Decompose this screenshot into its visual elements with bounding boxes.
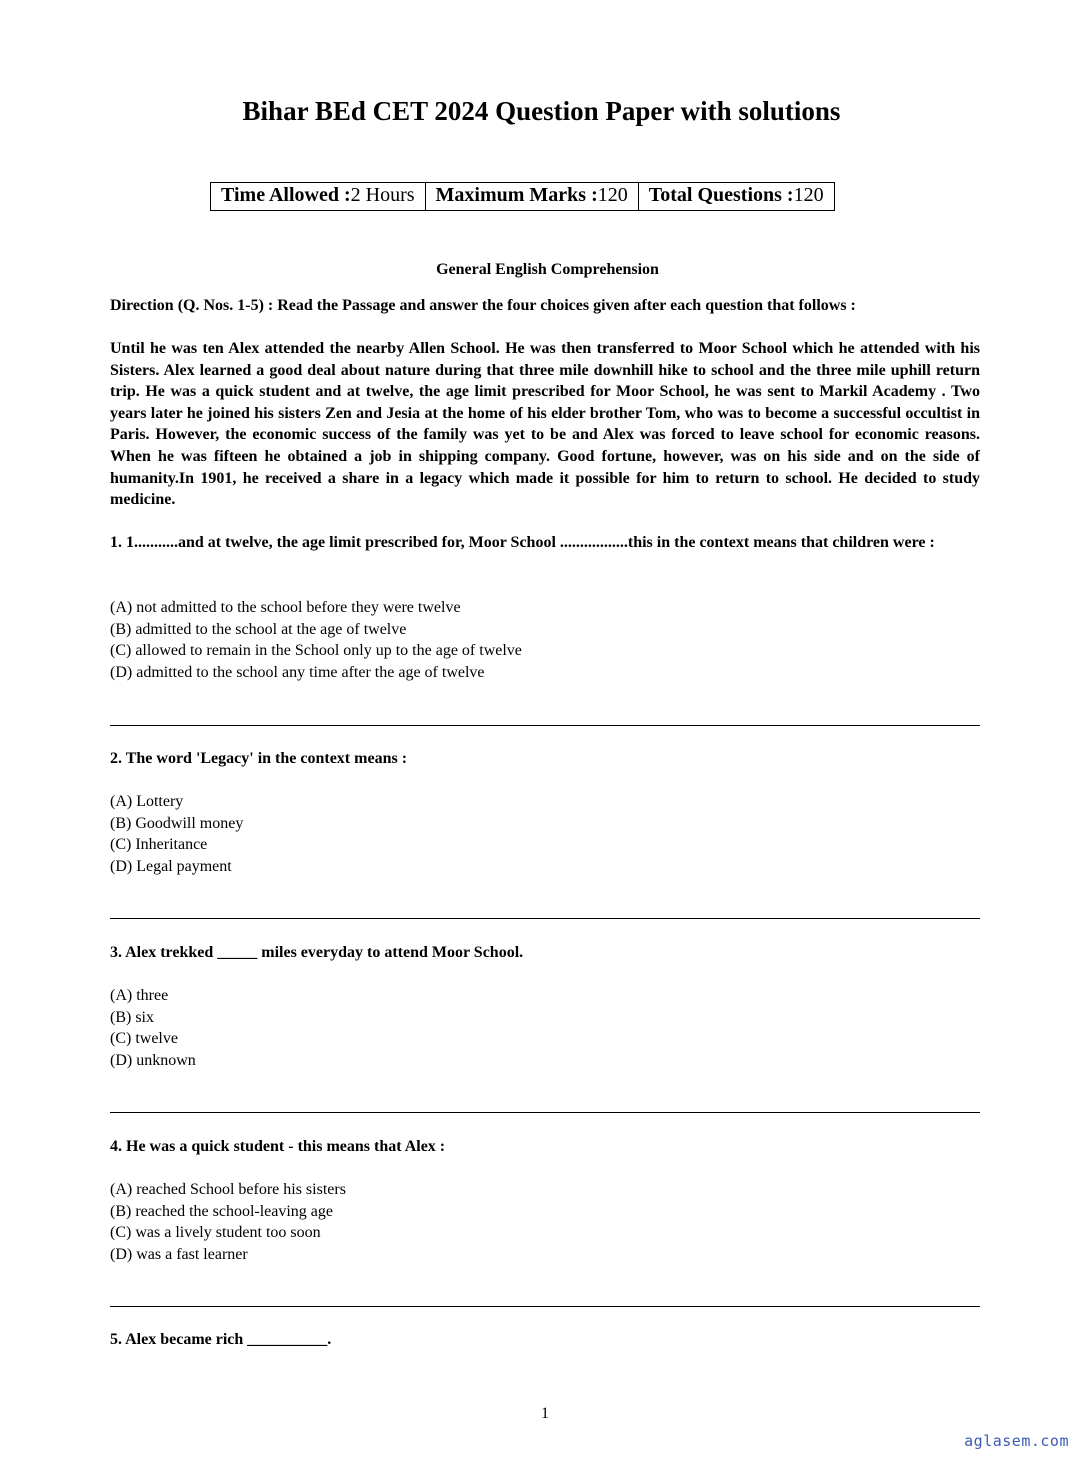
exam-meta-table bbox=[210, 182, 835, 211]
option-c: (C) Inheritance bbox=[110, 836, 208, 854]
time-allowed-value: 2 Hours bbox=[350, 184, 415, 206]
option-a: (A) three bbox=[110, 987, 169, 1004]
option-d: (D) admitted to the school any time after the age of twelve bbox=[110, 663, 485, 681]
question-4-text: 4. He was a quick student - this means that Alex : bbox=[110, 1138, 446, 1155]
option-b: (B) reached the school-leaving age bbox=[110, 1202, 334, 1220]
time-allowed-cell bbox=[211, 183, 425, 210]
option-c: (C) was a lively student too soon bbox=[110, 1224, 321, 1242]
question-3-text: 3. Alex trekked _____ miles everyday to attend Moor School. bbox=[110, 944, 524, 961]
question-4-options bbox=[110, 1179, 980, 1265]
passage bbox=[110, 338, 980, 511]
total-questions-label: Total Questions : bbox=[648, 184, 794, 206]
option-a: (A) not admitted to the school before they were twelve bbox=[110, 599, 461, 616]
option-b: (B) six bbox=[110, 1008, 154, 1026]
watermark-text: aglasem.com bbox=[964, 1432, 1069, 1450]
maximum-marks-cell bbox=[425, 183, 638, 210]
question-5-text: 5. Alex became rich __________. bbox=[110, 1331, 332, 1348]
option-d: (D) was a fast learner bbox=[110, 1245, 248, 1263]
question-2-text: 2. The word 'Legacy' in the context means : bbox=[110, 750, 408, 767]
section-title: General English Comprehension bbox=[436, 261, 659, 278]
passage-text: Until he was ten Alex attended the nearby Allen School. He was then transferred to Moor School which he attended with his Sisters. Alex learned a good deal about nature during that three mile downhill hike to school and the three mile uphill return trip. He was a quick student and at twelve, the age limit prescribed for Moor School, he was sent to Markil Academy . Two years later he joined his sisters Zen and Jesia at the home of his elder brother Tom, who was to become a successful occultist in Paris. However, the economic success of the family was yet to be and Alex was forced to leave school for economic reasons. When he was fifteen he obtained a job in shipping company. Good fortune, however, was on his side and on the side of humanity.In 1901, he received a share in a legacy which made it possible for him to return to school. He decided to study medicine. bbox=[110, 340, 980, 509]
option-b: (B) Goodwill money bbox=[110, 814, 244, 832]
option-a: (A) reached School before his sisters bbox=[110, 1181, 346, 1198]
maximum-marks-value: 120 bbox=[597, 184, 628, 206]
document-title: Bihar BEd CET 2024 Question Paper with solutions bbox=[242, 96, 841, 126]
question-1-text: 1. 1...........and at twelve, the age limit prescribed for, Moor School .................this in the context means that children were : bbox=[110, 534, 935, 551]
page-number: 1 bbox=[541, 1405, 549, 1422]
total-questions-cell bbox=[638, 183, 834, 210]
time-allowed-label: Time Allowed : bbox=[221, 184, 351, 206]
question-2-options bbox=[110, 791, 980, 877]
question-1-options bbox=[110, 597, 980, 683]
divider bbox=[110, 725, 980, 726]
option-b: (B) admitted to the school at the age of twelve bbox=[110, 620, 407, 638]
option-c: (C) allowed to remain in the School only up to the age of twelve bbox=[110, 642, 522, 660]
divider bbox=[110, 1112, 980, 1113]
option-d: (D) Legal payment bbox=[110, 857, 232, 875]
question-3-options bbox=[110, 985, 980, 1071]
maximum-marks-label: Maximum Marks : bbox=[435, 184, 598, 206]
total-questions-value: 120 bbox=[793, 184, 824, 206]
divider bbox=[110, 1306, 980, 1307]
divider bbox=[110, 918, 980, 919]
option-a: (A) Lottery bbox=[110, 793, 184, 810]
option-d: (D) unknown bbox=[110, 1051, 196, 1069]
option-c: (C) twelve bbox=[110, 1030, 178, 1048]
direction-text: Direction (Q. Nos. 1-5) : Read the Passage and answer the four choices given after each question that follows : bbox=[110, 297, 856, 314]
